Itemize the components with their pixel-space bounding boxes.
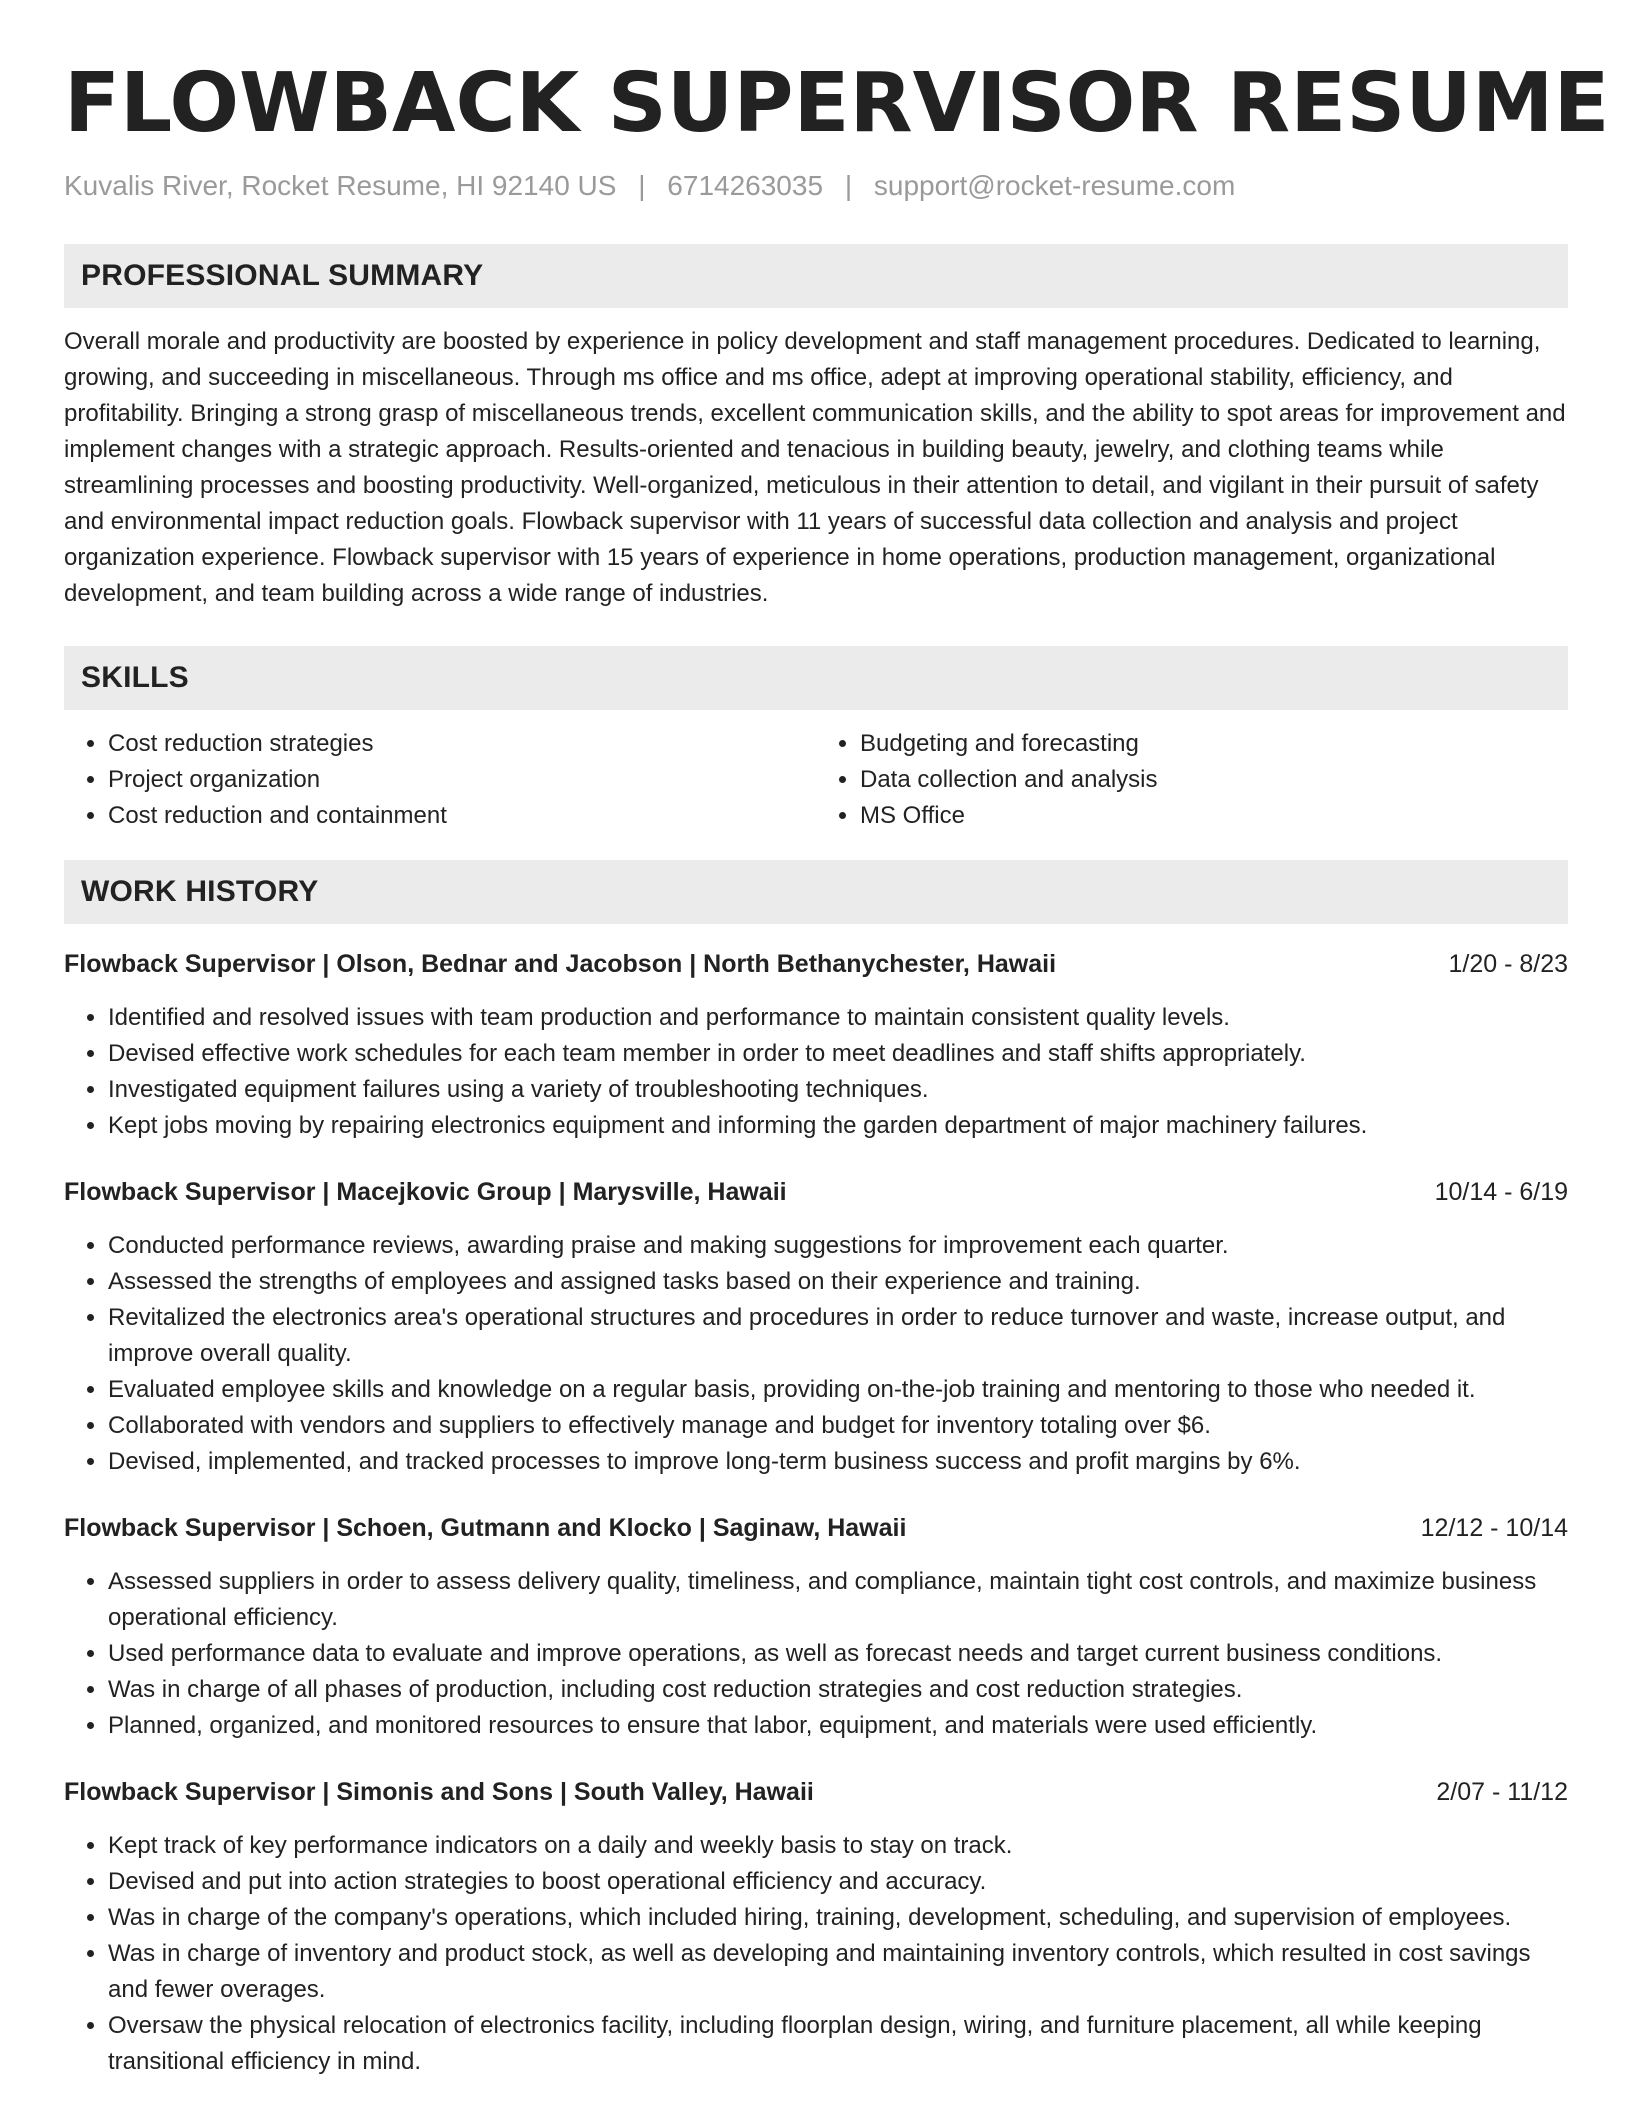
job-header	[64, 1174, 1568, 1210]
job-header	[64, 946, 1568, 982]
job-bullet: • Devised effective work schedules for each team member in order to meet deadlines and staff shifts appropriately.	[108, 1036, 1568, 1072]
resume-title: FLOWBACK SUPERVISOR RESUME	[64, 56, 1610, 151]
job-dates: 12/12 - 10/14	[1420, 1514, 1568, 1542]
job-entry	[64, 946, 1568, 1144]
job-bullet: • Kept track of key performance indicators on a daily and weekly basis to stay on track.	[108, 1828, 1568, 1864]
contact-phone: 6714263035	[667, 170, 824, 201]
job-bullet: • Planned, organized, and monitored resources to ensure that labor, equipment, and materials were used efficiently.	[108, 1708, 1568, 1744]
job-bullet: • Devised, implemented, and tracked processes to improve long-term business success and profit margins by 6%.	[108, 1444, 1568, 1480]
contact-separator: |	[638, 170, 646, 201]
section-heading-skills: SKILLS	[64, 646, 1568, 710]
job-bullet: • Identified and resolved issues with team production and performance to maintain consistent quality levels.	[108, 1000, 1568, 1036]
job-bullet: • Collaborated with vendors and suppliers to effectively manage and budget for inventory totaling over $6.	[108, 1408, 1568, 1444]
job-entry	[64, 1510, 1568, 1744]
job-bullet: • Evaluated employee skills and knowledge on a regular basis, providing on-the-job training and mentoring to those who needed it.	[108, 1372, 1568, 1408]
professional-summary-text: Overall morale and productivity are boosted by experience in policy development and staff management procedures. Dedicated to learning, growing, and succeeding in miscellaneous. Through ms office and ms office, adept at improving operational stability, efficiency, and profitability. Bringing a strong grasp of miscellaneous trends, excellent communication skills, and the ability to spot areas for improvement and implement changes with a strategic approach. Results-oriented and tenacious in building beauty, jewelry, and clothing teams while streamlining processes and boosting productivity. Well-organized, meticulous in their attention to detail, and vigilant in their pursuit of safety and environmental impact reduction goals. Flowback supervisor with 11 years of successful data collection and analysis and project organization experience. Flowback supervisor with 15 years of experience in home operations, production management, organizational development, and team building across a wide range of industries.	[64, 328, 1566, 607]
skills-column-right	[816, 726, 1568, 834]
contact-separator: |	[844, 170, 853, 201]
job-entry	[64, 1774, 1568, 2080]
job-bullet: • Oversaw the physical relocation of electronics facility, including floorplan design, wiring, and furniture placement, all while keeping transitional efficiency in mind.	[108, 2008, 1568, 2080]
job-bullet: • Kept jobs moving by repairing electronics equipment and informing the garden department of major machinery failures.	[108, 1108, 1568, 1144]
job-bullet: • Was in charge of the company's operations, which included hiring, training, development, scheduling, and supervision of employees.	[108, 1900, 1568, 1936]
job-header	[64, 1774, 1568, 1810]
skills-list	[64, 726, 1568, 834]
skill-item: • Project organization	[108, 762, 816, 798]
job-header	[64, 1510, 1568, 1546]
job-bullet: • Used performance data to evaluate and improve operations, as well as forecast needs and target current business conditions.	[108, 1636, 1568, 1672]
section-heading-summary: PROFESSIONAL SUMMARY	[64, 244, 1568, 308]
contact-line	[64, 168, 1568, 204]
job-dates: 10/14 - 6/19	[1434, 1178, 1568, 1206]
job-bullet: • Conducted performance reviews, awarding praise and making suggestions for improvement each quarter.	[108, 1228, 1568, 1264]
skill-item: • MS Office	[860, 798, 1568, 834]
job-bullet: • Was in charge of all phases of production, including cost reduction strategies and cost reduction strategies.	[108, 1672, 1568, 1708]
job-bullet: • Devised and put into action strategies to boost operational efficiency and accuracy.	[108, 1864, 1568, 1900]
job-bullets	[64, 1228, 1568, 1480]
skill-item: • Cost reduction and containment	[108, 798, 816, 834]
job-bullets	[64, 1828, 1568, 2080]
job-bullet: • Assessed suppliers in order to assess delivery quality, timeliness, and compliance, maintain tight cost controls, and maximize business operational efficiency.	[108, 1564, 1568, 1636]
job-entry	[64, 1174, 1568, 1480]
job-dates: 2/07 - 11/12	[1436, 1778, 1568, 1806]
job-title: Flowback Supervisor | Olson, Bednar and Jacobson | North Bethanychester, Hawaii	[64, 950, 1057, 978]
section-heading-work-history: WORK HISTORY	[64, 860, 1568, 924]
job-bullets	[64, 1000, 1568, 1144]
job-bullet: • Investigated equipment failures using a variety of troubleshooting techniques.	[108, 1072, 1568, 1108]
job-title: Flowback Supervisor | Schoen, Gutmann and Klocko | Saginaw, Hawaii	[64, 1514, 907, 1542]
skills-column-left	[64, 726, 816, 834]
skill-item: • Budgeting and forecasting	[860, 726, 1568, 762]
skill-item: • Cost reduction strategies	[108, 726, 816, 762]
skill-item: • Data collection and analysis	[860, 762, 1568, 798]
contact-address: Kuvalis River, Rocket Resume, HI 92140 US	[64, 170, 617, 201]
job-bullet: • Revitalized the electronics area's operational structures and procedures in order to reduce turnover and waste, increase output, and improve overall quality.	[108, 1300, 1568, 1372]
contact-email: support@rocket-resume.com	[873, 170, 1236, 201]
job-bullet: • Was in charge of inventory and product stock, as well as developing and maintaining inventory controls, which resulted in cost savings and fewer overages.	[108, 1936, 1568, 2008]
job-title: Flowback Supervisor | Simonis and Sons | South Valley, Hawaii	[64, 1778, 814, 1806]
job-bullets	[64, 1564, 1568, 1744]
job-bullet: • Assessed the strengths of employees and assigned tasks based on their experience and training.	[108, 1264, 1568, 1300]
job-title: Flowback Supervisor | Macejkovic Group | Marysville, Hawaii	[64, 1178, 787, 1206]
job-dates: 1/20 - 8/23	[1448, 950, 1568, 978]
